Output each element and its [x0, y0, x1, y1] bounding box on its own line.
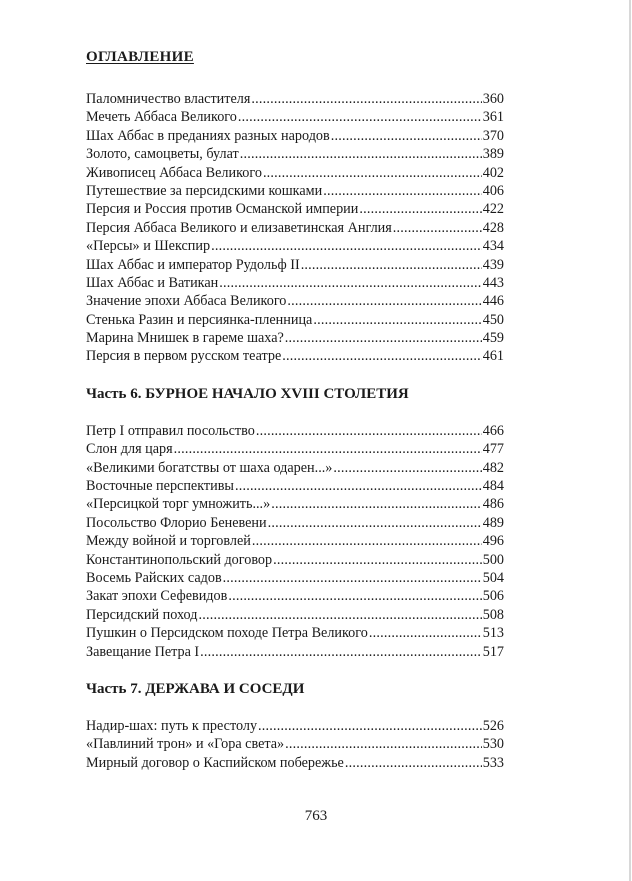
toc-entry-title: «Великими богатствы от шаха одарен...»: [86, 459, 333, 476]
dot-leader: [228, 587, 481, 605]
toc-entry: [86, 182, 504, 200]
part-6-heading: Часть 6. БУРНОЕ НАЧАЛО XVIII СТОЛЕТИЯ: [86, 385, 409, 402]
toc-entry-title: Шах Аббас в преданиях разных народов: [86, 127, 330, 144]
toc-entry: [86, 459, 504, 477]
dot-leader: [240, 145, 482, 163]
toc-entry-title: Пушкин о Персидском походе Петра Великого: [86, 625, 368, 642]
toc-entry: [86, 569, 504, 587]
toc-entry-title: Персия и Россия против Османской империи: [86, 201, 359, 218]
toc-entry-page: 402: [482, 164, 504, 181]
dot-leader: [251, 90, 481, 108]
toc-entry: [86, 108, 504, 126]
toc-entry-page: 434: [482, 238, 504, 255]
toc-heading: ОГЛАВЛЕНИЕ: [86, 49, 194, 65]
dot-leader: [287, 292, 481, 310]
toc-entry-page: 389: [482, 146, 504, 163]
dot-leader: [238, 108, 482, 126]
toc-entry-page: 513: [482, 625, 504, 642]
toc-entry-title: Стенька Разин и персиянка-пленница: [86, 311, 313, 328]
toc-entry: [86, 274, 504, 292]
toc-entry-page: 533: [482, 754, 504, 771]
toc-entry-page: 459: [482, 330, 504, 347]
toc-part-6: [86, 422, 504, 661]
toc-section-1: [86, 90, 504, 366]
dot-leader: [345, 754, 482, 772]
dot-leader: [252, 532, 482, 550]
toc-entry-title: Восточные перспективы: [86, 478, 234, 495]
toc-entry: [86, 754, 504, 772]
toc-entry: [86, 495, 504, 513]
toc-entry: [86, 200, 504, 218]
toc-entry: [86, 587, 504, 605]
dot-leader: [256, 422, 482, 440]
toc-entry-title: Золото, самоцветы, булат: [86, 146, 239, 163]
toc-entry: [86, 127, 504, 145]
toc-entry-title: Петр I отправил посольство: [86, 422, 255, 439]
toc-entry: [86, 311, 504, 329]
toc-entry-page: 406: [482, 182, 504, 199]
toc-entry-title: «Павлиний трон» и «Гора света»: [86, 736, 285, 753]
toc-entry: [86, 440, 504, 458]
toc-entry-title: Надир-шах: путь к престолу: [86, 717, 258, 734]
toc-entry-title: Шах Аббас и Ватикан: [86, 274, 219, 291]
dot-leader: [268, 514, 482, 532]
toc-entry-title: Персия в первом русском театре: [86, 348, 282, 365]
page-number: 763: [304, 808, 328, 824]
dot-leader: [313, 311, 481, 329]
toc-entry-page: 526: [482, 717, 504, 734]
toc-entry-title: Значение эпохи Аббаса Великого: [86, 293, 287, 310]
toc-entry-title: Живописец Аббаса Великого: [86, 164, 262, 181]
part-7-heading: Часть 7. ДЕРЖАВА И СОСЕДИ: [86, 680, 305, 697]
toc-entry: [86, 329, 504, 347]
toc-entry-title: Мирный договор о Каспийском побережье: [86, 754, 344, 771]
dot-leader: [211, 237, 482, 255]
toc-entry-page: 496: [482, 533, 504, 550]
dot-leader: [323, 182, 481, 200]
toc-entry-page: 530: [482, 736, 504, 753]
toc-entry-title: Персия Аббаса Великого и елизаветинская Англия: [86, 219, 392, 236]
toc-entry: [86, 237, 504, 255]
toc-entry: [86, 514, 504, 532]
toc-entry: [86, 164, 504, 182]
toc-entry-page: 486: [482, 496, 504, 513]
toc-entry-title: «Персицкой торг умножить...»: [86, 496, 271, 513]
toc-entry-title: Завещание Петра I: [86, 643, 200, 660]
dot-leader: [301, 256, 482, 274]
toc-entry-title: Закат эпохи Сефевидов: [86, 588, 228, 605]
dot-leader: [258, 717, 482, 735]
dot-leader: [393, 219, 482, 237]
toc-entry: [86, 717, 504, 735]
toc-entry-title: Посольство Флорио Беневени: [86, 514, 267, 531]
toc-entry: [86, 219, 504, 237]
toc-entry: [86, 292, 504, 310]
toc-entry: [86, 422, 504, 440]
toc-entry-page: 361: [482, 109, 504, 126]
toc-entry: [86, 477, 504, 495]
dot-leader: [198, 606, 481, 624]
dot-leader: [333, 459, 481, 477]
toc-entry-page: 446: [482, 293, 504, 310]
toc-entry: [86, 735, 504, 753]
toc-entry-page: 517: [482, 643, 504, 660]
toc-entry-page: 466: [482, 422, 504, 439]
toc-entry-page: 489: [482, 514, 504, 531]
toc-entry: [86, 145, 504, 163]
toc-entry-title: Слон для царя: [86, 441, 173, 458]
dot-leader: [223, 569, 482, 587]
toc-entry-title: «Персы» и Шекспир: [86, 238, 211, 255]
toc-entry-title: Между войной и торговлей: [86, 533, 251, 550]
dot-leader: [285, 329, 482, 347]
dot-leader: [369, 624, 482, 642]
toc-entry-page: 484: [482, 478, 504, 495]
toc-entry-page: 508: [482, 606, 504, 623]
dot-leader: [359, 200, 481, 218]
toc-entry-page: 506: [482, 588, 504, 605]
toc-entry-page: 450: [482, 311, 504, 328]
toc-entry-page: 500: [482, 551, 504, 568]
dot-leader: [273, 551, 482, 569]
toc-entry-title: Путешествие за персидскими кошками: [86, 182, 323, 199]
toc-entry-title: Шах Аббас и император Рудольф II: [86, 256, 300, 273]
toc-entry-page: 482: [482, 459, 504, 476]
toc-entry: [86, 256, 504, 274]
toc-entry: [86, 532, 504, 550]
dot-leader: [331, 127, 482, 145]
toc-entry-page: 439: [482, 256, 504, 273]
toc-entry: [86, 90, 504, 108]
toc-entry: [86, 624, 504, 642]
dot-leader: [271, 495, 482, 513]
dot-leader: [174, 440, 482, 458]
dot-leader: [200, 643, 482, 661]
toc-entry: [86, 643, 504, 661]
dot-leader: [285, 735, 482, 753]
toc-entry-title: Паломничество властителя: [86, 91, 251, 107]
toc-entry-page: 370: [482, 127, 504, 144]
toc-entry-page: 428: [482, 219, 504, 236]
toc-entry-title: Константинопольский договор: [86, 551, 273, 568]
table-of-contents: [86, 46, 504, 772]
toc-entry-page: 360: [482, 91, 504, 107]
dot-leader: [263, 164, 482, 182]
toc-entry-page: 477: [482, 441, 504, 458]
toc-entry-page: 443: [482, 274, 504, 291]
toc-part-7: [86, 717, 504, 772]
toc-entry-title: Марина Мнишек в гареме шаха?: [86, 330, 284, 347]
toc-entry-page: 422: [482, 201, 504, 218]
dot-leader: [219, 274, 481, 292]
toc-entry: [86, 606, 504, 624]
toc-entry-page: 461: [482, 348, 504, 365]
dot-leader: [282, 347, 481, 365]
toc-entry-title: Восемь Райских садов: [86, 569, 222, 586]
page-edge-rule: [629, 0, 631, 881]
toc-entry: [86, 551, 504, 569]
toc-entry-title: Мечеть Аббаса Великого: [86, 109, 237, 126]
toc-entry: [86, 347, 504, 365]
toc-entry-title: Персидский поход: [86, 606, 198, 623]
dot-leader: [235, 477, 482, 495]
toc-entry-page: 504: [482, 569, 504, 586]
